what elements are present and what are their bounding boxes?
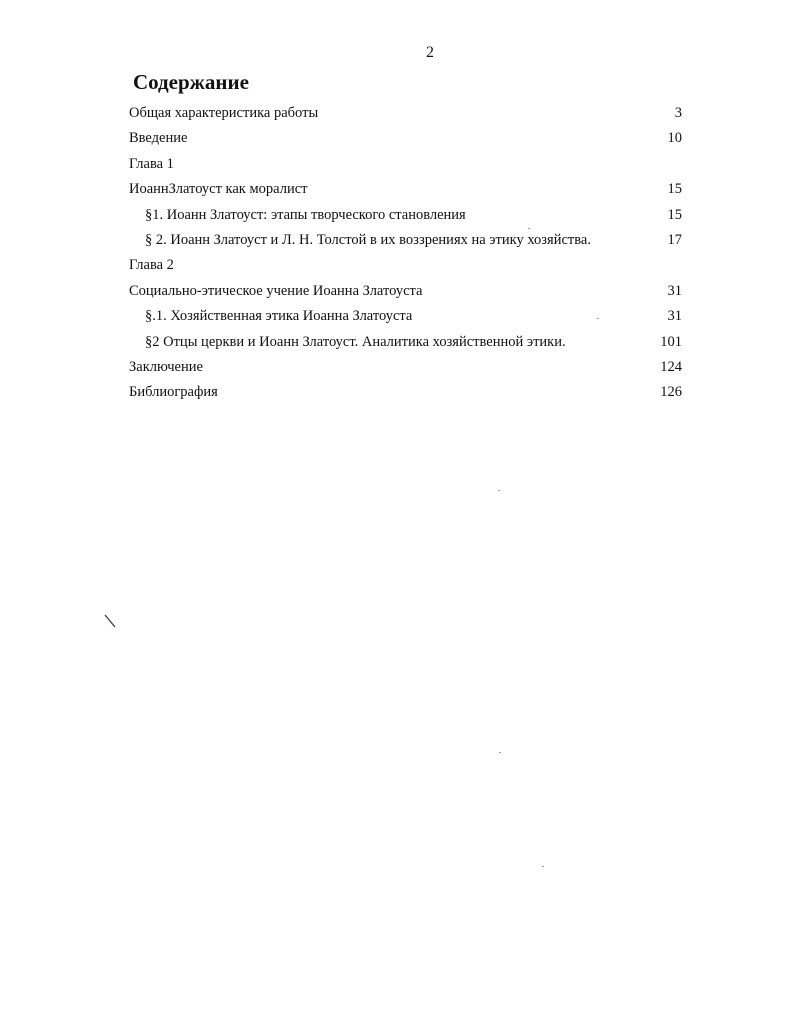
toc-entry: [0, 304, 794, 329]
toc-entry: [0, 203, 794, 228]
toc-entry-label: §1. Иоанн Златоуст: этапы творческого становления: [145, 206, 466, 223]
scan-speck: [597, 318, 599, 319]
toc-entry: [0, 228, 794, 253]
toc-entry: [0, 126, 794, 151]
toc-entry: [0, 380, 794, 405]
toc-entry: [0, 253, 794, 278]
toc-entry-page: 124: [660, 358, 682, 375]
toc-entry-page: 15: [667, 181, 682, 198]
toc-entry: [0, 152, 794, 177]
scan-speck: [542, 866, 544, 867]
toc-entry-page: 15: [667, 206, 682, 223]
toc-entry-page: 3: [674, 105, 682, 121]
toc-entry-page: 10: [667, 130, 682, 147]
toc-entry-label: Общая характеристика работы: [129, 105, 319, 121]
toc-entry: [0, 355, 794, 380]
toc-entry-label: §2 Отцы церкви и Иоанн Златоуст. Аналитика хозяйственной этики.: [145, 333, 566, 350]
toc-entry-label: ИоаннЗлатоуст как моралист: [129, 181, 308, 198]
scan-mark: [101, 612, 119, 630]
toc-title: Содержание: [133, 70, 249, 94]
toc-entry: [0, 330, 794, 355]
toc-entry-label: § 2. Иоанн Златоуст и Л. Н. Толстой в их воззрениях на этику хозяйства.: [145, 231, 591, 248]
toc-entry-label: Глава 1: [129, 155, 174, 172]
toc-entry: [0, 101, 794, 126]
page-number: 2: [426, 44, 434, 61]
toc-entry-page: 31: [667, 308, 682, 325]
scan-speck: [498, 490, 500, 491]
toc-entry-page: 17: [667, 231, 682, 248]
toc-entry-label: §.1. Хозяйственная этика Иоанна Златоуста: [145, 308, 413, 325]
toc-entry-label: Библиография: [129, 384, 218, 401]
toc-entry-page: 126: [660, 384, 682, 401]
toc-entry: [0, 279, 794, 304]
scan-speck: [499, 752, 501, 753]
toc-entry: [0, 177, 794, 202]
toc-entry-page: 31: [667, 282, 682, 299]
toc-list: [0, 101, 794, 406]
toc-entry-label: Введение: [129, 130, 188, 147]
toc-entry-label: Социально-этическое учение Иоанна Златоуста: [129, 282, 423, 299]
toc-entry-label: Заключение: [129, 358, 203, 375]
toc-entry-label: Глава 2: [129, 257, 174, 274]
scan-speck: [528, 228, 530, 229]
toc-entry-page: 101: [660, 333, 682, 350]
